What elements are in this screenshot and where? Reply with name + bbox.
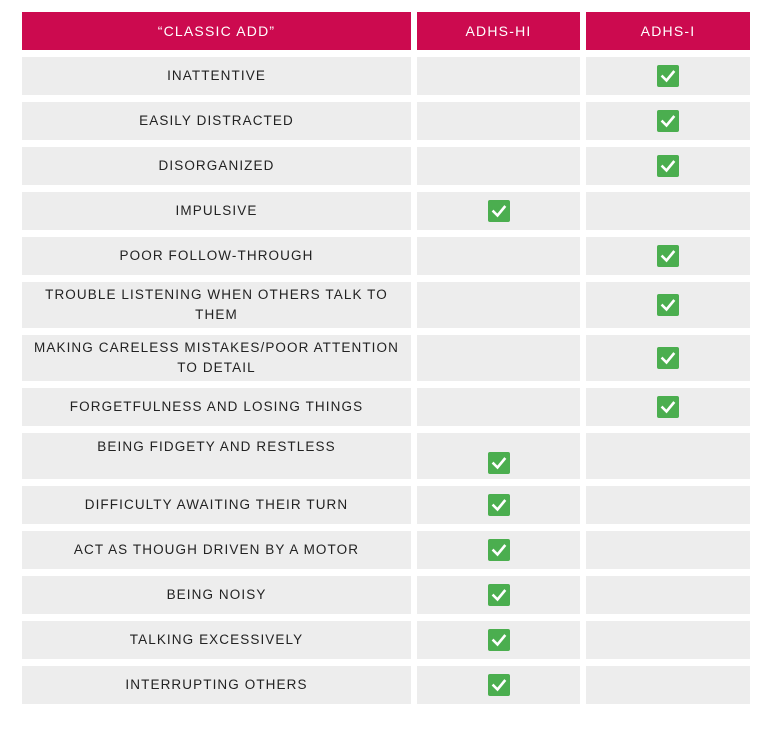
symptom-label: DIFFICULTY AWAITING THEIR TURN [22,486,411,524]
table-row [22,666,750,704]
symptom-label: EASILY DISTRACTED [22,102,411,140]
checkbox-checked-icon [657,396,679,418]
symptom-label: BEING NOISY [22,576,411,614]
symptom-label: IMPULSIVE [22,192,411,230]
checkbox-checked-icon [488,200,510,222]
header-adhs-i: ADHS-I [586,12,750,50]
table-body [22,57,750,704]
adhs-i-cell [586,102,750,140]
adhs-i-cell [586,147,750,185]
adhs-i-cell [586,531,750,569]
adhs-i-cell [586,576,750,614]
adhs-hi-cell [417,388,580,426]
checkbox-checked-icon [488,494,510,516]
symptom-label: BEING FIDGETY AND RESTLESS [22,433,411,479]
table-row [22,192,750,230]
symptom-label: DISORGANIZED [22,147,411,185]
symptom-label: MAKING CARELESS MISTAKES/POOR ATTENTION TO DETAIL [22,335,411,381]
adhs-hi-cell [417,621,580,659]
checkbox-checked-icon [488,584,510,606]
adhs-i-cell [586,282,750,328]
adhs-hi-cell [417,282,580,328]
checkbox-checked-icon [488,629,510,651]
symptom-label: ACT AS THOUGH DRIVEN BY A MOTOR [22,531,411,569]
adhs-i-cell [586,335,750,381]
table-row [22,57,750,95]
checkbox-checked-icon [657,294,679,316]
adhs-i-cell [586,192,750,230]
table-row [22,486,750,524]
table-row [22,335,750,381]
adhs-hi-cell [417,576,580,614]
adhs-hi-cell [417,102,580,140]
adhs-hi-cell [417,192,580,230]
checkbox-checked-icon [657,65,679,87]
symptom-label: INTERRUPTING OTHERS [22,666,411,704]
checkbox-checked-icon [657,347,679,369]
adhs-hi-cell [417,666,580,704]
adhs-i-cell [586,486,750,524]
symptom-label: TROUBLE LISTENING WHEN OTHERS TALK TO THEM [22,282,411,328]
symptom-label: FORGETFULNESS AND LOSING THINGS [22,388,411,426]
adhs-hi-cell [417,531,580,569]
table-row [22,576,750,614]
table-row [22,531,750,569]
checkbox-checked-icon [488,674,510,696]
checkbox-checked-icon [488,452,510,474]
symptom-label: TALKING EXCESSIVELY [22,621,411,659]
table-row [22,147,750,185]
header-adhs-hi: ADHS-HI [417,12,580,50]
adhs-hi-cell [417,237,580,275]
table-row [22,388,750,426]
comparison-table [22,12,750,704]
table-row [22,433,750,479]
adhs-i-cell [586,388,750,426]
adhs-i-cell [586,433,750,479]
adhs-hi-cell [417,433,580,479]
adhs-i-cell [586,57,750,95]
table-row [22,621,750,659]
adhs-hi-cell [417,335,580,381]
adhs-i-cell [586,237,750,275]
table-row [22,282,750,328]
adhs-i-cell [586,666,750,704]
symptom-label: POOR FOLLOW-THROUGH [22,237,411,275]
symptom-label: INATTENTIVE [22,57,411,95]
table-row [22,237,750,275]
table-header [22,12,750,50]
table-row [22,102,750,140]
checkbox-checked-icon [657,155,679,177]
header-classic-add: “CLASSIC ADD” [22,12,411,50]
adhs-hi-cell [417,57,580,95]
adhs-i-cell [586,621,750,659]
adhs-hi-cell [417,147,580,185]
checkbox-checked-icon [657,245,679,267]
checkbox-checked-icon [657,110,679,132]
checkbox-checked-icon [488,539,510,561]
adhs-hi-cell [417,486,580,524]
